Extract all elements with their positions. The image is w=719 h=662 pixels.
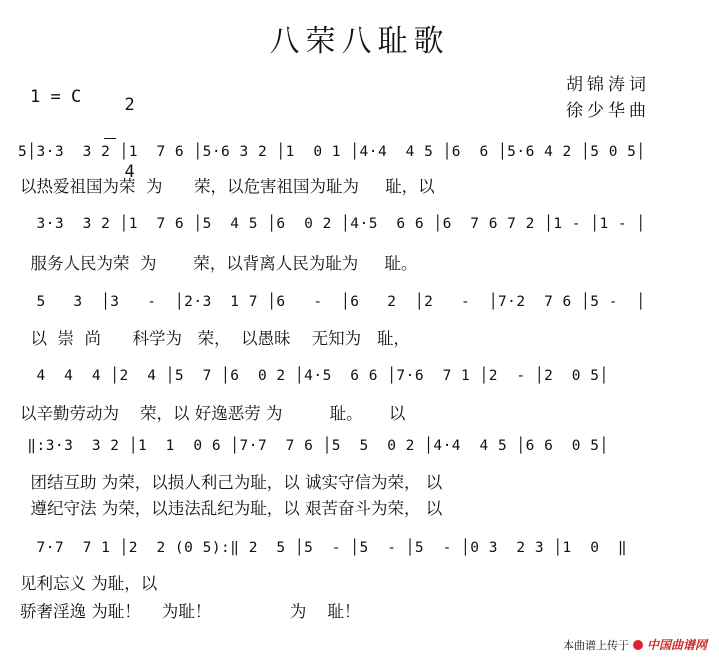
composer-credit: 徐少华曲 xyxy=(566,101,650,121)
notation-row-3: 5 3 │3 - │2·3 1 7 │6 - │6 2 │2 - │7·2 7 6 │5 - │ xyxy=(18,294,646,310)
lyricist-credit: 胡锦涛词 xyxy=(566,75,650,95)
site-watermark xyxy=(563,636,707,653)
time-signature-bottom: 4 xyxy=(124,162,135,182)
time-signature xyxy=(104,72,135,183)
notation-row-5: ‖:3·3 3 2 │1 1 0 6 │7·7 7 6 │5 5 0 2 │4·4 4 5 │6 6 0 5│ xyxy=(18,438,609,454)
notation-row-1: 5│3·3 3 2 │1 7 6 │5·6 3 2 │1 0 1 │4·4 4 5 │6 6 │5·6 4 2 │5 0 5│ xyxy=(18,144,646,160)
time-signature-top: 2 xyxy=(124,95,135,115)
lyric-row-4: 以辛勤劳动为 荣，以 好逸恶劳 为 耻。 以 xyxy=(20,404,406,423)
notation-row-6: 7·7 7 1 │2 2 (0 5):‖ 2 5 │5 - │5 - │5 - │0 3 2 3 │1 0 ‖ xyxy=(18,540,628,556)
lyric-row-5b: 遵纪守法 为荣，以违法乱纪为耻，以 艰苦奋斗为荣， 以 xyxy=(20,499,443,518)
notation-row-4: 4 4 4 │2 4 │5 7 │6 0 2 │4·5 6 6 │7·6 7 1 │2 - │2 0 5│ xyxy=(18,368,609,384)
notation-row-2: 3·3 3 2 │1 7 6 │5 4 5 │6 0 2 │4·5 6 6 │6 7 6 7 2 │1 - │1 - │ xyxy=(18,216,646,232)
lyric-row-3: 以 崇 尚 科学为 荣， 以愚昧 无知为 耻， xyxy=(20,329,410,348)
fraction-bar xyxy=(104,138,116,139)
site-logo-icon xyxy=(633,640,643,650)
song-title: 八荣八耻歌 xyxy=(269,24,450,59)
upload-note: 本曲谱上传于 xyxy=(562,638,629,652)
site-name: 中国曲谱网 xyxy=(646,638,707,652)
lyric-row-6b: 骄奢淫逸 为耻！ 为耻！ 为 耻！ xyxy=(20,602,361,621)
lyric-row-1: 以热爱祖国为荣 为 荣，以危害祖国为耻为 耻，以 xyxy=(20,177,435,196)
lyric-row-5a: 团结互助 为荣，以损人利己为耻，以 诚实守信为荣， 以 xyxy=(20,473,443,492)
lyric-row-2: 服务人民为荣 为 荣，以背离人民为耻为 耻。 xyxy=(20,254,418,273)
key-signature: 1 = C xyxy=(30,87,82,107)
lyric-row-6a: 见利忘义 为耻，以 xyxy=(20,574,158,593)
